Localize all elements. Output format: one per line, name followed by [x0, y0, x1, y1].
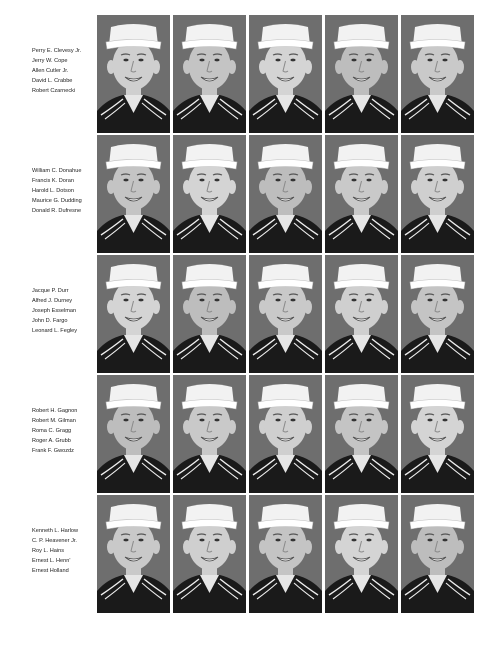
portrait-strip: [97, 135, 475, 253]
portrait-illustration: [97, 375, 170, 493]
eye: [442, 179, 447, 182]
eye: [427, 59, 432, 62]
eye: [366, 59, 371, 62]
eye: [442, 299, 447, 302]
name-caption: John D. Fargo: [32, 318, 68, 324]
sailor-portrait: [401, 375, 474, 493]
eye: [199, 299, 204, 302]
portrait-illustration: [401, 135, 474, 253]
sailor-portrait: [325, 15, 398, 133]
sailor-portrait: [401, 135, 474, 253]
eye: [275, 59, 280, 62]
sailor-portrait: [97, 15, 170, 133]
eye: [351, 59, 356, 62]
name-caption: Maurice G. Dudding: [32, 198, 82, 204]
name-caption: Donald R. Dufresne: [32, 208, 82, 214]
portrait-illustration: [173, 135, 246, 253]
sailor-portrait: [97, 135, 170, 253]
name-caption: Robert M. Gilman: [32, 418, 76, 424]
portrait-illustration: [325, 15, 398, 133]
sailor-portrait: [249, 15, 322, 133]
eye: [290, 419, 295, 422]
portrait-strip: [97, 255, 475, 373]
portrait-row: [0, 15, 500, 133]
portrait-illustration: [173, 15, 246, 133]
name-list: [32, 406, 96, 456]
sailor-portrait: [173, 15, 246, 133]
eye: [214, 179, 219, 182]
eye: [123, 419, 128, 422]
portrait-illustration: [97, 495, 170, 613]
eye: [290, 59, 295, 62]
name-caption: Robert Czarnecki: [32, 88, 76, 94]
sailor-portrait: [401, 495, 474, 613]
name-caption: Roger A. Grubb: [32, 438, 71, 444]
name-caption: Joseph Esselman: [32, 308, 77, 314]
portrait-illustration: [249, 15, 322, 133]
portrait-illustration: [401, 15, 474, 133]
eye: [366, 539, 371, 542]
eye: [275, 299, 280, 302]
sailor-portrait: [173, 255, 246, 373]
eye: [138, 539, 143, 542]
eye: [442, 419, 447, 422]
eye: [442, 539, 447, 542]
sailor-portrait: [249, 255, 322, 373]
name-caption: Kenneth L. Harlow: [32, 528, 79, 534]
eye: [123, 299, 128, 302]
eye: [366, 179, 371, 182]
eye: [290, 539, 295, 542]
eye: [138, 59, 143, 62]
name-list: [32, 166, 96, 216]
portrait-strip: [97, 15, 475, 133]
eye: [351, 179, 356, 182]
sailor-portrait: [173, 375, 246, 493]
portrait-row: [0, 255, 500, 373]
portrait-illustration: [97, 255, 170, 373]
eye: [199, 59, 204, 62]
name-caption: C. P. Heavener Jr.: [32, 538, 77, 544]
portrait-illustration: [325, 375, 398, 493]
name-list: [32, 46, 96, 96]
portrait-strip: [97, 375, 475, 493]
eye: [214, 419, 219, 422]
sailor-portrait: [325, 375, 398, 493]
portrait-illustration: [173, 495, 246, 613]
sailor-portrait: [97, 255, 170, 373]
sailor-portrait: [97, 375, 170, 493]
portrait-illustration: [325, 255, 398, 373]
eye: [275, 179, 280, 182]
portrait-illustration: [249, 375, 322, 493]
name-caption: Francis K. Doran: [32, 178, 74, 184]
sailor-portrait: [325, 495, 398, 613]
eye: [427, 539, 432, 542]
sailor-portrait: [401, 255, 474, 373]
name-caption: Ernest L. Henn': [32, 558, 71, 564]
eye: [442, 59, 447, 62]
name-caption: Roy L. Hains: [32, 548, 65, 554]
eye: [214, 299, 219, 302]
portrait-illustration: [97, 15, 170, 133]
portrait-row: [0, 375, 500, 493]
sailor-portrait: [173, 495, 246, 613]
eye: [427, 299, 432, 302]
eye: [427, 179, 432, 182]
name-caption: Robert H. Gagnon: [32, 408, 78, 414]
portrait-illustration: [401, 495, 474, 613]
eye: [199, 179, 204, 182]
portrait-illustration: [249, 495, 322, 613]
sailor-portrait: [325, 135, 398, 253]
eye: [275, 539, 280, 542]
portrait-illustration: [325, 495, 398, 613]
eye: [199, 539, 204, 542]
name-caption: Frank F. Gwozdz: [32, 448, 74, 454]
portrait-illustration: [249, 135, 322, 253]
eye: [214, 59, 219, 62]
sailor-portrait: [249, 135, 322, 253]
name-caption: David L. Crabbe: [32, 78, 73, 84]
name-caption: Jacque P. Durr: [32, 288, 69, 294]
portrait-row: [0, 495, 500, 613]
portrait-strip: [97, 495, 475, 613]
eye: [214, 539, 219, 542]
eye: [351, 299, 356, 302]
eye: [290, 179, 295, 182]
sailor-portrait: [173, 135, 246, 253]
name-list: [32, 286, 96, 336]
name-caption: William C. Donahue: [32, 168, 82, 174]
eye: [366, 299, 371, 302]
portrait-illustration: [249, 255, 322, 373]
name-caption: Alfred J. Durney: [32, 298, 73, 304]
eye: [138, 179, 143, 182]
portrait-illustration: [401, 255, 474, 373]
sailor-portrait: [325, 255, 398, 373]
portrait-illustration: [97, 135, 170, 253]
sailor-portrait: [97, 495, 170, 613]
name-caption: Harold L. Dotson: [32, 188, 74, 194]
portrait-illustration: [401, 375, 474, 493]
name-caption: Allen Cutler Jr.: [32, 68, 69, 74]
eye: [123, 539, 128, 542]
portrait-illustration: [173, 375, 246, 493]
eye: [427, 419, 432, 422]
name-caption: Leonard L. Fegley: [32, 328, 78, 334]
eye: [366, 419, 371, 422]
sailor-portrait: [401, 15, 474, 133]
sailor-portrait: [249, 495, 322, 613]
portrait-illustration: [173, 255, 246, 373]
name-list: [32, 526, 96, 576]
portrait-illustration: [325, 135, 398, 253]
eye: [199, 419, 204, 422]
eye: [351, 419, 356, 422]
sailor-portrait: [249, 375, 322, 493]
eye: [275, 419, 280, 422]
name-caption: Roma C. Gragg: [32, 428, 72, 434]
eye: [138, 299, 143, 302]
eye: [351, 539, 356, 542]
name-caption: Jerry W. Cope: [32, 58, 68, 64]
portrait-row: [0, 135, 500, 253]
eye: [290, 299, 295, 302]
eye: [123, 59, 128, 62]
name-caption: Perry E. Clevesy Jr.: [32, 48, 82, 54]
eye: [138, 419, 143, 422]
eye: [123, 179, 128, 182]
name-caption: Ernest Holland: [32, 568, 69, 574]
